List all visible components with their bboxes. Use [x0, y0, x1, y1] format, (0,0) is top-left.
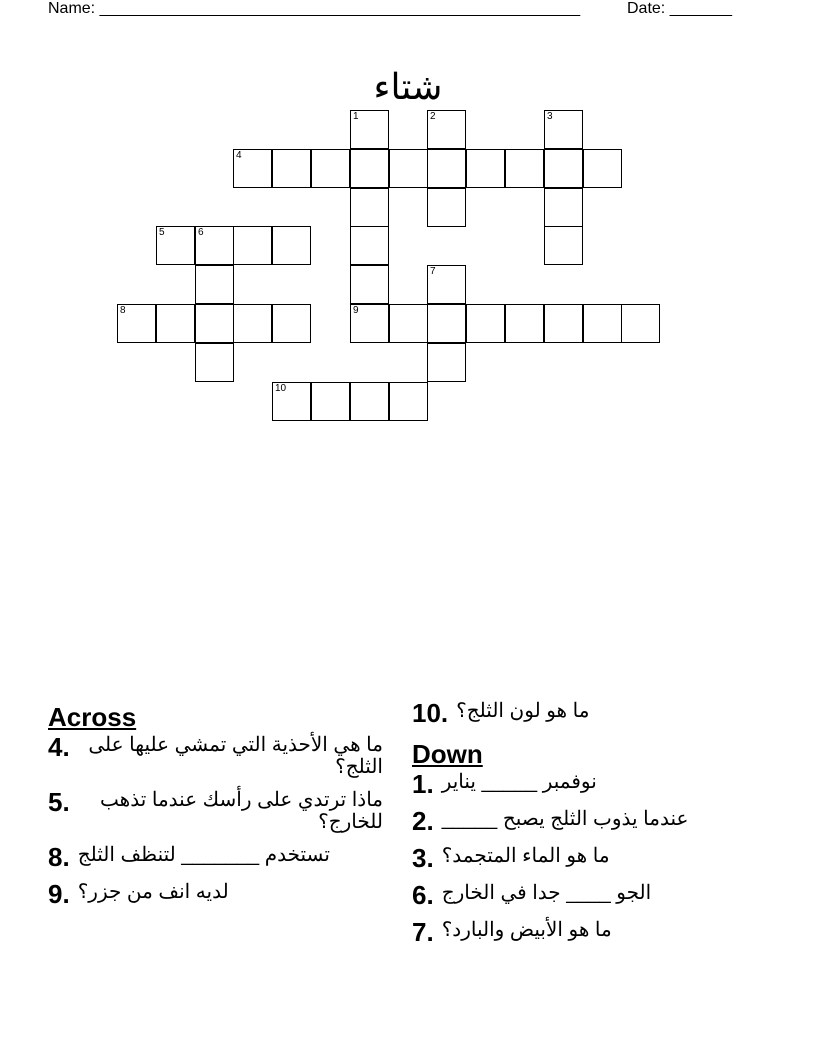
crossword-cell[interactable] — [427, 343, 466, 382]
crossword-cell[interactable] — [195, 226, 234, 265]
clue-down-7 — [412, 919, 772, 945]
cell-number: 3 — [547, 111, 553, 122]
clue-across-4 — [48, 734, 383, 778]
crossword-cell[interactable] — [505, 149, 544, 188]
clue-number: 7. — [412, 917, 434, 947]
crossword-cell[interactable] — [583, 304, 622, 343]
clue-text: ما هي الأحذية التي تمشي عليها على الثلج؟ — [88, 734, 383, 778]
clue-across-8 — [48, 844, 383, 870]
crossword-cell[interactable] — [195, 265, 234, 304]
cell-number: 10 — [275, 383, 287, 394]
clue-down-6 — [412, 882, 772, 908]
crossword-cell[interactable] — [544, 149, 583, 188]
clue-text: عندما يذوب الثلج يصبح _____ — [441, 808, 689, 830]
crossword-cell[interactable] — [427, 110, 466, 149]
page-title: شتاء — [373, 66, 443, 108]
crossword-cell[interactable] — [233, 149, 272, 188]
crossword-cell[interactable] — [156, 226, 195, 265]
cell-number: 9 — [353, 305, 359, 316]
crossword-cell[interactable] — [272, 226, 311, 265]
clue-across-10 — [412, 700, 772, 726]
clue-text: لديه انف من جزر؟ — [77, 881, 229, 903]
cell-number: 8 — [120, 305, 126, 316]
clue-text: الجو ____ جدا في الخارج — [441, 882, 652, 904]
clue-down-2 — [412, 808, 772, 834]
across-heading: Across — [48, 702, 137, 732]
crossword-cell[interactable] — [427, 188, 466, 227]
clue-number: 5. — [48, 787, 70, 817]
crossword-cell[interactable] — [427, 149, 466, 188]
clue-text: تستخدم _______ لتنظف الثلج — [77, 844, 330, 866]
crossword-cell[interactable] — [350, 110, 389, 149]
cell-number: 7 — [430, 266, 436, 277]
crossword-cell[interactable] — [350, 382, 389, 421]
crossword-cell[interactable] — [544, 304, 583, 343]
clue-down-1 — [412, 771, 772, 797]
clue-text: ماذا ترتدي على رأسك عندما تذهب للخارج؟ — [100, 789, 383, 833]
cell-number: 1 — [353, 111, 359, 122]
clue-text: نوفمبر _____ يناير — [441, 771, 597, 793]
crossword-cell[interactable] — [272, 149, 311, 188]
crossword-cell[interactable] — [466, 149, 505, 188]
down-heading: Down — [412, 739, 483, 769]
crossword-cell[interactable] — [272, 382, 311, 421]
clue-number: 8. — [48, 842, 70, 872]
crossword-cell[interactable] — [389, 149, 428, 188]
crossword-cell[interactable] — [427, 304, 466, 343]
clue-number: 1. — [412, 769, 434, 799]
crossword-cell[interactable] — [544, 226, 583, 265]
clue-number: 3. — [412, 843, 434, 873]
cell-number: 4 — [236, 150, 242, 161]
clue-text: ما هو لون الثلج؟ — [456, 700, 590, 722]
crossword-cell[interactable] — [350, 226, 389, 265]
clues-left-column — [48, 700, 383, 918]
crossword-cell[interactable] — [621, 304, 660, 343]
date-field-label: Date: _______ — [627, 0, 732, 17]
crossword-cell[interactable] — [583, 149, 622, 188]
clue-text: ما هو الماء المتجمد؟ — [441, 845, 610, 867]
crossword-cell[interactable] — [505, 304, 544, 343]
clue-text: ما هو الأبيض والبارد؟ — [441, 919, 612, 941]
clue-number: 6. — [412, 880, 434, 910]
crossword-cell[interactable] — [350, 149, 389, 188]
cell-number: 2 — [430, 111, 436, 122]
crossword-cell[interactable] — [311, 382, 350, 421]
crossword-cell[interactable] — [233, 226, 272, 265]
crossword-cell[interactable] — [117, 304, 156, 343]
crossword-cell[interactable] — [272, 304, 311, 343]
crossword-cell[interactable] — [389, 304, 428, 343]
clue-number: 2. — [412, 806, 434, 836]
name-field-label: Name: ______________________________________________________ — [48, 0, 581, 17]
crossword-cell[interactable] — [427, 265, 466, 304]
clue-across-9 — [48, 881, 383, 907]
crossword-cell[interactable] — [350, 188, 389, 227]
crossword-cell[interactable] — [195, 304, 234, 343]
clue-across-5 — [48, 789, 383, 833]
clue-number: 9. — [48, 879, 70, 909]
clue-number: 4. — [48, 732, 70, 762]
crossword-cell[interactable] — [195, 343, 234, 382]
crossword-cell[interactable] — [350, 265, 389, 304]
clue-number: 10. — [412, 698, 449, 728]
cell-number: 5 — [159, 227, 165, 238]
crossword-cell[interactable] — [233, 304, 272, 343]
clues-right-column — [412, 700, 772, 956]
crossword-cell[interactable] — [544, 110, 583, 149]
crossword-cell[interactable] — [466, 304, 505, 343]
crossword-cell[interactable] — [544, 188, 583, 227]
crossword-cell[interactable] — [156, 304, 195, 343]
clue-down-3 — [412, 845, 772, 871]
crossword-cell[interactable] — [389, 382, 428, 421]
crossword-grid — [0, 0, 816, 440]
crossword-cell[interactable] — [350, 304, 389, 343]
cell-number: 6 — [198, 227, 204, 238]
crossword-cell[interactable] — [311, 149, 350, 188]
